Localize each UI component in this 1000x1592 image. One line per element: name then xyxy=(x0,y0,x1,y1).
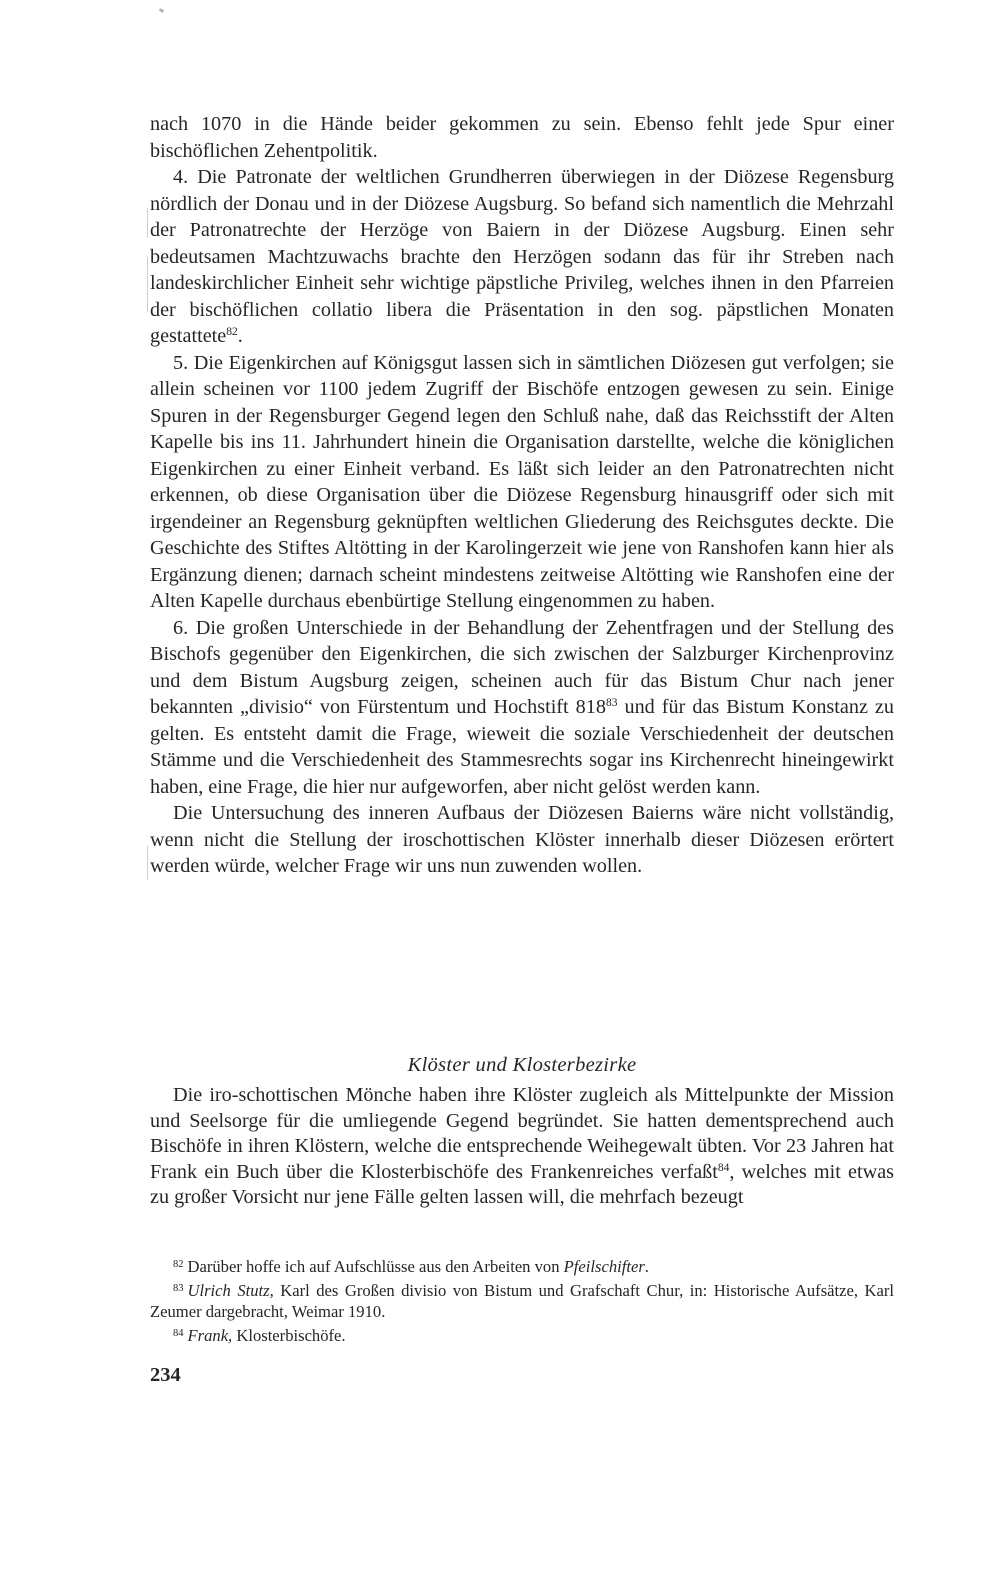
section-text xyxy=(150,1083,894,1211)
paragraph-point-6-text-a: 6. Die großen Unterschiede in der Behandlung der Zehentfragen und der Stellung des Bischofs gegenüber den Eigenkirchen, die sich zwischen der Salzburger Kirchenprovinz und dem Bistum Augsburg zeigen, scheinen auch für das Bistum Chur nach jener bekannten „divisio“ von Fürstentum und Hochstift 818 xyxy=(150,616,894,718)
footnote-ref-84[interactable]: 84 xyxy=(717,1161,730,1174)
footnote-82 xyxy=(150,1254,894,1278)
section-paragraph-1-text-b: , welches mit etwas zu großer Vorsicht nur jene Fälle gelten lassen will, die mehrfach bezeugt xyxy=(150,1160,895,1208)
footnote-end: . xyxy=(644,1257,649,1276)
paragraph-point-6 xyxy=(150,615,894,801)
paragraph-1: nach 1070 in die Hände beider gekommen zu sein. Ebenso fehlt jede Spur einer bischöflichen Zehentpolitik. xyxy=(150,113,894,162)
footnote-83 xyxy=(150,1278,894,1323)
paragraph-point-4-end: . xyxy=(237,325,243,347)
footnotes xyxy=(150,1254,894,1346)
paragraph-point-6-text-b: und für das Bistum Konstanz zu gelten. Es entsteht damit die Frage, wieweit die soziale Verschiedenheit der deutschen Stämme und die Verschiedenheit des Stammesrechts sogar ins Kirchenrecht hineingewirkt haben, eine Frage, die hier nur aufgeworfen, aber nicht gelöst werden kann. xyxy=(150,696,894,798)
footnote-text: Klosterbischöfe. xyxy=(232,1325,346,1345)
section-paragraph-1-text-a: Die iro-schottischen Mönche haben ihre Klöster zugleich als Mittelpunkte der Mission und Seelsorge für die umliegende Gegend begründet. Sie hatten dementsprechend auch Bischöfe in ihren Klöstern, welche die entsprechende Weihegewalt übten. Vor 23 Jahren hat Frank ein Buch über die Klosterbischöfe des Frankenreiches verfaßt xyxy=(150,1084,894,1183)
footnote-ref-83[interactable]: 83 xyxy=(605,697,618,709)
footnote-author: Frank, xyxy=(187,1325,233,1345)
section-paragraph-1 xyxy=(150,1083,894,1211)
footnote-author: Ulrich Stutz, xyxy=(187,1280,274,1300)
paragraph-point-4 xyxy=(150,164,894,350)
margin-mark-top xyxy=(147,208,148,238)
footnote-84 xyxy=(150,1323,894,1347)
footnote-author: Pfeilschifter xyxy=(563,1257,645,1276)
paragraph-point-5: 5. Die Eigenkirchen auf Königsgut lassen sich in sämtlichen Diözesen gut verfolgen; sie allein scheinen vor 1100 jedem Zugriff der Bischöfe entzogen gewesen zu sein. Einige Spuren in der Regensburger Gegend legen den Schluß nahe, daß das Reichsstift der Alten Kapelle bis ins 11. Jahrhundert hinein die Organisation darstellte, welche die königlichen Eigenkirchen zu einer Einheit verband. Es läßt sich leider an den Patronatrechten nicht erkennen, ob diese Organisation über die Diözese Regensburg hinausgriff oder sich mit irgendeiner an Regensburg geknüpften weltlichen Gliederung des Reichsgutes deckte. Die Geschichte des Stiftes Altötting in der Karolingerzeit wie jene von Ranshofen kann hier als Ergänzung dienen; darnach scheint mindestens zeitweise Altötting wie Ranshofen eine der Alten Kapelle durchaus ebenbürtige Stellung eingenommen zu haben. xyxy=(150,351,894,612)
page-number: 234 xyxy=(150,1364,181,1386)
paragraph-conclusion: Die Untersuchung des inneren Aufbaus der Diözesen Baierns wäre nicht vollständig, wenn nicht die Stellung der iroschottischen Klöster innerhalb dieser Diözesen erörtert werden würde, welcher Frage wir uns nun zuwenden wollen. xyxy=(150,802,894,877)
footnote-ref-82[interactable]: 82 xyxy=(226,326,238,338)
footnote-number: 82 xyxy=(173,1259,184,1270)
main-text xyxy=(150,111,894,880)
scan-speck xyxy=(159,8,165,13)
footnote-number: 84 xyxy=(173,1327,184,1339)
footnote-number: 83 xyxy=(173,1282,184,1294)
section-heading: Klöster und Klosterbezirke xyxy=(407,1054,637,1076)
margin-mark-lower xyxy=(147,846,148,880)
footnote-text: Karl des Großen divisio von Bistum und Grafschaft Chur, in: Historische Aufsätze, Karl Zeumer dargebracht, Weimar 1910. xyxy=(150,1280,894,1321)
margin-mark-middle xyxy=(147,256,148,312)
paragraph-point-4-text: 4. Die Patronate der weltlichen Grundherren überwiegen in der Diözese Regensburg nördlich der Donau und in der Diözese Augsburg. So befand sich namentlich die Mehrzahl der Patronatrechte der Herzöge von Baiern in der Diözese Augsburg. Einen sehr bedeutsamen Machtzuwachs brachte den Herzögen sodann das für ihr Streben nach landeskirchlicher Einheit sehr wichtige päpstliche Privileg, welches ihnen in den Pfarreien der bischöflichen collatio libera die Präsentation in den sog. päpstlichen Monaten gestattete xyxy=(150,166,894,347)
footnote-text: Darüber hoffe ich auf Aufschlüsse aus den Arbeiten von xyxy=(187,1257,564,1276)
